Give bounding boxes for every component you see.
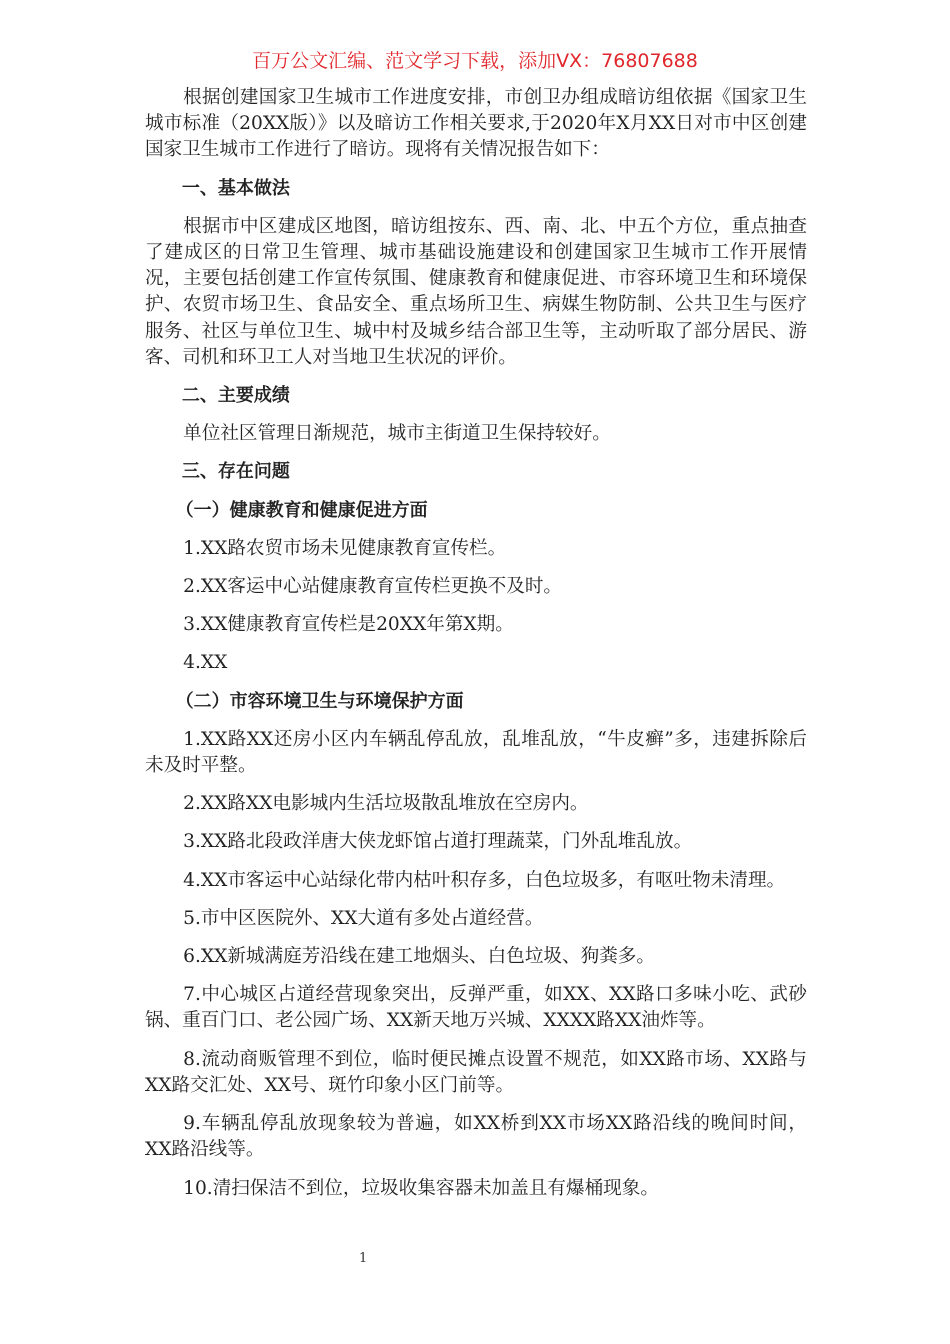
list-item: 4.XX市客运中心站绿化带内枯叶积存多，白色垃圾多，有呕吐物未清理。 xyxy=(183,869,786,891)
list-item: 2.XX客运中心站健康教育宣传栏更换不及时。 xyxy=(183,576,563,598)
list-item: 10.清扫保洁不到位，垃圾收集容器未加盖且有爆桶现象。 xyxy=(183,1177,659,1199)
list-item: 2.XX路XX电影城内生活垃圾散乱堆放在空房内。 xyxy=(183,793,589,815)
list-item: 1.XX路农贸市场未见健康教育宣传栏。 xyxy=(183,537,507,559)
section-heading-problems: 三、存在问题 xyxy=(181,461,290,483)
document-body xyxy=(145,85,807,1214)
section-heading-basic-practice: 一、基本做法 xyxy=(181,177,290,199)
subsection-heading-health-education: （一）健康教育和健康促进方面 xyxy=(175,499,428,521)
page-number: 1 xyxy=(359,1251,368,1266)
list-item: 5.市中区医院外、XX大道有多处占道经营。 xyxy=(183,907,544,929)
section-body-achievements: 单位社区管理日渐规范，城市主街道卫生保持较好。 xyxy=(183,423,611,445)
list-item: 1.XX路XX还房小区内车辆乱停乱放，乱堆乱放，“牛皮癣”多，违建拆除后未及时平整。 xyxy=(145,728,807,777)
list-item: 3.XX路北段政洋唐大侠龙虾馆占道打理蔬菜，门外乱堆乱放。 xyxy=(183,831,693,853)
section-body-basic-practice: 根据市中区建成区地图，暗访组按东、西、南、北、中五个方位，重点抽查了建成区的日常卫生管理、城市基础设施建设和创建国家卫生城市工作开展情况，主要包括创建工作宣传氛围、健康教育和健康促进、市容环境卫生和环境保护、农贸市场卫生、食品安全、重点场所卫生、病媒生物防制、公共卫生与医疗服务、社区与单位卫生、城中村及城乡结合部卫生等，主动听取了部分居民、游客、司机和环卫工人对当地卫生状况的评价。 xyxy=(145,215,807,368)
list-item: 7.中心城区占道经营现象突出，反弹严重，如XX、XX路口多味小吃、武砂锅、重百门口、老公园广场、XX新天地万兴城、XXXX路XX油炸等。 xyxy=(145,984,807,1032)
intro-paragraph: 根据创建国家卫生城市工作进度安排，市创卫办组成暗访组依据《国家卫生城市标准（20XX版）》以及暗访工作相关要求,于2020年X月XX日对市中区创建国家卫生城市工作进行了暗访。现将有关情况报告如下： xyxy=(145,87,807,161)
list-item: 4.XX xyxy=(183,652,228,674)
list-item: 6.XX新城满庭芳沿线在建工地烟头、白色垃圾、狗粪多。 xyxy=(183,946,655,968)
subsection-heading-city-environment: （二）市容环境卫生与环境保护方面 xyxy=(175,690,464,712)
list-item: 3.XX健康教育宣传栏是20XX年第X期。 xyxy=(183,614,514,636)
list-item: 8.流动商贩管理不到位，临时便民摊点设置不规范，如XX路市场、XX路与XX路交汇处、XX号、斑竹印象小区门前等。 xyxy=(145,1048,807,1096)
list-item: 9.车辆乱停乱放现象较为普遍，如XX桥到XX市场XX路沿线的晚间时间，XX路沿线等。 xyxy=(145,1113,807,1161)
section-heading-achievements: 二、主要成绩 xyxy=(181,385,290,407)
download-banner: 百万公文汇编、范文学习下载，添加VX：76807688 xyxy=(252,50,698,72)
